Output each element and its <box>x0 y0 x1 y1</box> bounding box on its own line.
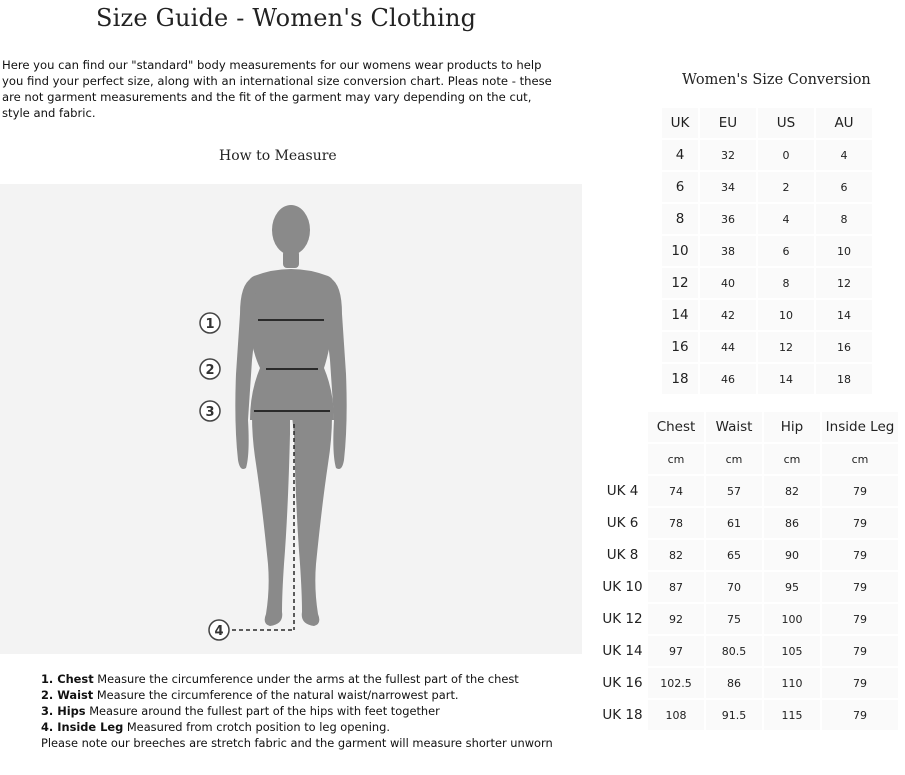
table-header-row <box>662 108 872 138</box>
table-cell: 79 <box>822 604 898 634</box>
table-cell: 6 <box>662 172 698 202</box>
note-chest: 1. Chest Measure the circumference under the arms at the fullest part of the chest <box>41 672 519 686</box>
table-cell: 79 <box>822 636 898 666</box>
table-cell: 12 <box>662 268 698 298</box>
table-cell: 74 <box>648 476 704 506</box>
table-cell: 75 <box>706 604 762 634</box>
table-cell: 97 <box>648 636 704 666</box>
table-cell: 16 <box>816 332 872 362</box>
table-row <box>599 540 898 570</box>
table-row <box>599 508 898 538</box>
table-cell: 100 <box>764 604 820 634</box>
row-label: UK 18 <box>602 707 643 723</box>
table-cell: 18 <box>816 364 872 394</box>
unit-cell: cm <box>706 444 762 474</box>
unit-row <box>599 444 898 474</box>
table-row <box>662 140 872 170</box>
table-cell: 16 <box>662 332 698 362</box>
row-label: UK 16 <box>602 675 643 691</box>
table-cell: 79 <box>822 476 898 506</box>
intro-text: Here you can find our "standard" body measurements for our womens wear products to help you find your perfect size, along with an international size conversion chart. Pleas note - these are not garment measurements and the fit of the garment may vary depending on the cut, style and fabric. <box>2 58 552 120</box>
body-silhouette-illustration <box>0 184 582 654</box>
table-cell: 79 <box>822 668 898 698</box>
svg-text:4: 4 <box>214 624 224 639</box>
how-to-measure-title: How to Measure <box>219 148 337 164</box>
svg-text:3: 3 <box>205 405 215 420</box>
row-label: UK 6 <box>606 515 639 531</box>
table-cell: 102.5 <box>648 668 704 698</box>
table-cell: 6 <box>758 236 814 266</box>
row-label: UK 4 <box>606 483 639 499</box>
table-row <box>599 476 898 506</box>
table-cell: 82 <box>764 476 820 506</box>
table-row <box>662 172 872 202</box>
table-header-row <box>599 412 898 442</box>
row-label: UK 12 <box>602 611 643 627</box>
table-cell: 79 <box>822 700 898 730</box>
table-cell: 36 <box>700 204 756 234</box>
table-cell: 38 <box>700 236 756 266</box>
column-header: Waist <box>706 412 762 442</box>
table-cell: 14 <box>816 300 872 330</box>
table-cell: 46 <box>700 364 756 394</box>
note-inside-leg: 4. Inside Leg Measured from crotch position to leg opening. <box>41 720 390 734</box>
unit-cell: cm <box>648 444 704 474</box>
woman-silhouette <box>235 205 346 626</box>
table-cell: 65 <box>706 540 762 570</box>
table-row <box>599 572 898 602</box>
note-footnote: Please note our breeches are stretch fabric and the garment will measure shorter unworn <box>41 736 553 750</box>
table-cell: 14 <box>758 364 814 394</box>
table-cell: 90 <box>764 540 820 570</box>
table-cell: 8 <box>662 204 698 234</box>
table-cell: 86 <box>706 668 762 698</box>
table-cell: 79 <box>822 540 898 570</box>
measure-figure-panel <box>0 184 582 654</box>
table-cell: 42 <box>700 300 756 330</box>
table-row <box>662 332 872 362</box>
table-cell: 87 <box>648 572 704 602</box>
table-row <box>662 364 872 394</box>
table-cell: 14 <box>662 300 698 330</box>
svg-text:2: 2 <box>205 363 215 378</box>
table-row <box>599 636 898 666</box>
row-label: UK 8 <box>606 547 639 563</box>
table-cell: 10 <box>816 236 872 266</box>
row-label: UK 10 <box>602 579 643 595</box>
table-cell: 10 <box>662 236 698 266</box>
table-cell: 110 <box>764 668 820 698</box>
marker-2 <box>200 359 220 379</box>
unit-cell: cm <box>822 444 898 474</box>
table-cell: 44 <box>700 332 756 362</box>
column-header: Chest <box>648 412 704 442</box>
row-label: UK 14 <box>602 643 643 659</box>
table-row <box>599 604 898 634</box>
table-row <box>599 700 898 730</box>
column-header: UK <box>662 108 698 138</box>
column-header: EU <box>700 108 756 138</box>
unit-cell: cm <box>764 444 820 474</box>
table-cell: 34 <box>700 172 756 202</box>
table-cell: 91.5 <box>706 700 762 730</box>
table-cell: 79 <box>822 572 898 602</box>
column-header: US <box>758 108 814 138</box>
corner-cell <box>599 412 646 442</box>
page-title: Size Guide - Women's Clothing <box>96 4 477 32</box>
measure-notes <box>41 671 561 751</box>
marker-4 <box>209 620 229 640</box>
table-cell: 78 <box>648 508 704 538</box>
table-row <box>662 268 872 298</box>
corner-cell <box>599 444 646 474</box>
column-header: Hip <box>764 412 820 442</box>
table-row <box>662 236 872 266</box>
table-cell: 4 <box>662 140 698 170</box>
table-cell: 18 <box>662 364 698 394</box>
marker-1 <box>200 313 220 333</box>
table-cell: 61 <box>706 508 762 538</box>
table-cell: 2 <box>758 172 814 202</box>
table-cell: 8 <box>758 268 814 298</box>
table-cell: 10 <box>758 300 814 330</box>
note-hips: 3. Hips Measure around the fullest part of the hips with feet together <box>41 704 440 718</box>
body-measurements-table <box>597 410 900 732</box>
table-cell: 115 <box>764 700 820 730</box>
table-cell: 32 <box>700 140 756 170</box>
table-row <box>662 300 872 330</box>
table-cell: 4 <box>816 140 872 170</box>
table-cell: 86 <box>764 508 820 538</box>
table-cell: 0 <box>758 140 814 170</box>
column-header: AU <box>816 108 872 138</box>
table-row <box>599 668 898 698</box>
table-cell: 82 <box>648 540 704 570</box>
table-cell: 108 <box>648 700 704 730</box>
svg-text:1: 1 <box>205 317 215 332</box>
table-cell: 8 <box>816 204 872 234</box>
table-row <box>662 204 872 234</box>
table-cell: 12 <box>816 268 872 298</box>
table-cell: 105 <box>764 636 820 666</box>
table-cell: 57 <box>706 476 762 506</box>
table-cell: 4 <box>758 204 814 234</box>
conversion-title: Women's Size Conversion <box>682 72 871 88</box>
table-cell: 6 <box>816 172 872 202</box>
table-cell: 79 <box>822 508 898 538</box>
column-header: Inside Leg <box>822 412 898 442</box>
table-cell: 70 <box>706 572 762 602</box>
table-cell: 80.5 <box>706 636 762 666</box>
size-conversion-table <box>660 106 874 396</box>
table-cell: 12 <box>758 332 814 362</box>
marker-3 <box>200 401 220 421</box>
table-cell: 40 <box>700 268 756 298</box>
note-waist: 2. Waist Measure the circumference of the natural waist/narrowest part. <box>41 688 459 702</box>
table-cell: 92 <box>648 604 704 634</box>
table-cell: 95 <box>764 572 820 602</box>
